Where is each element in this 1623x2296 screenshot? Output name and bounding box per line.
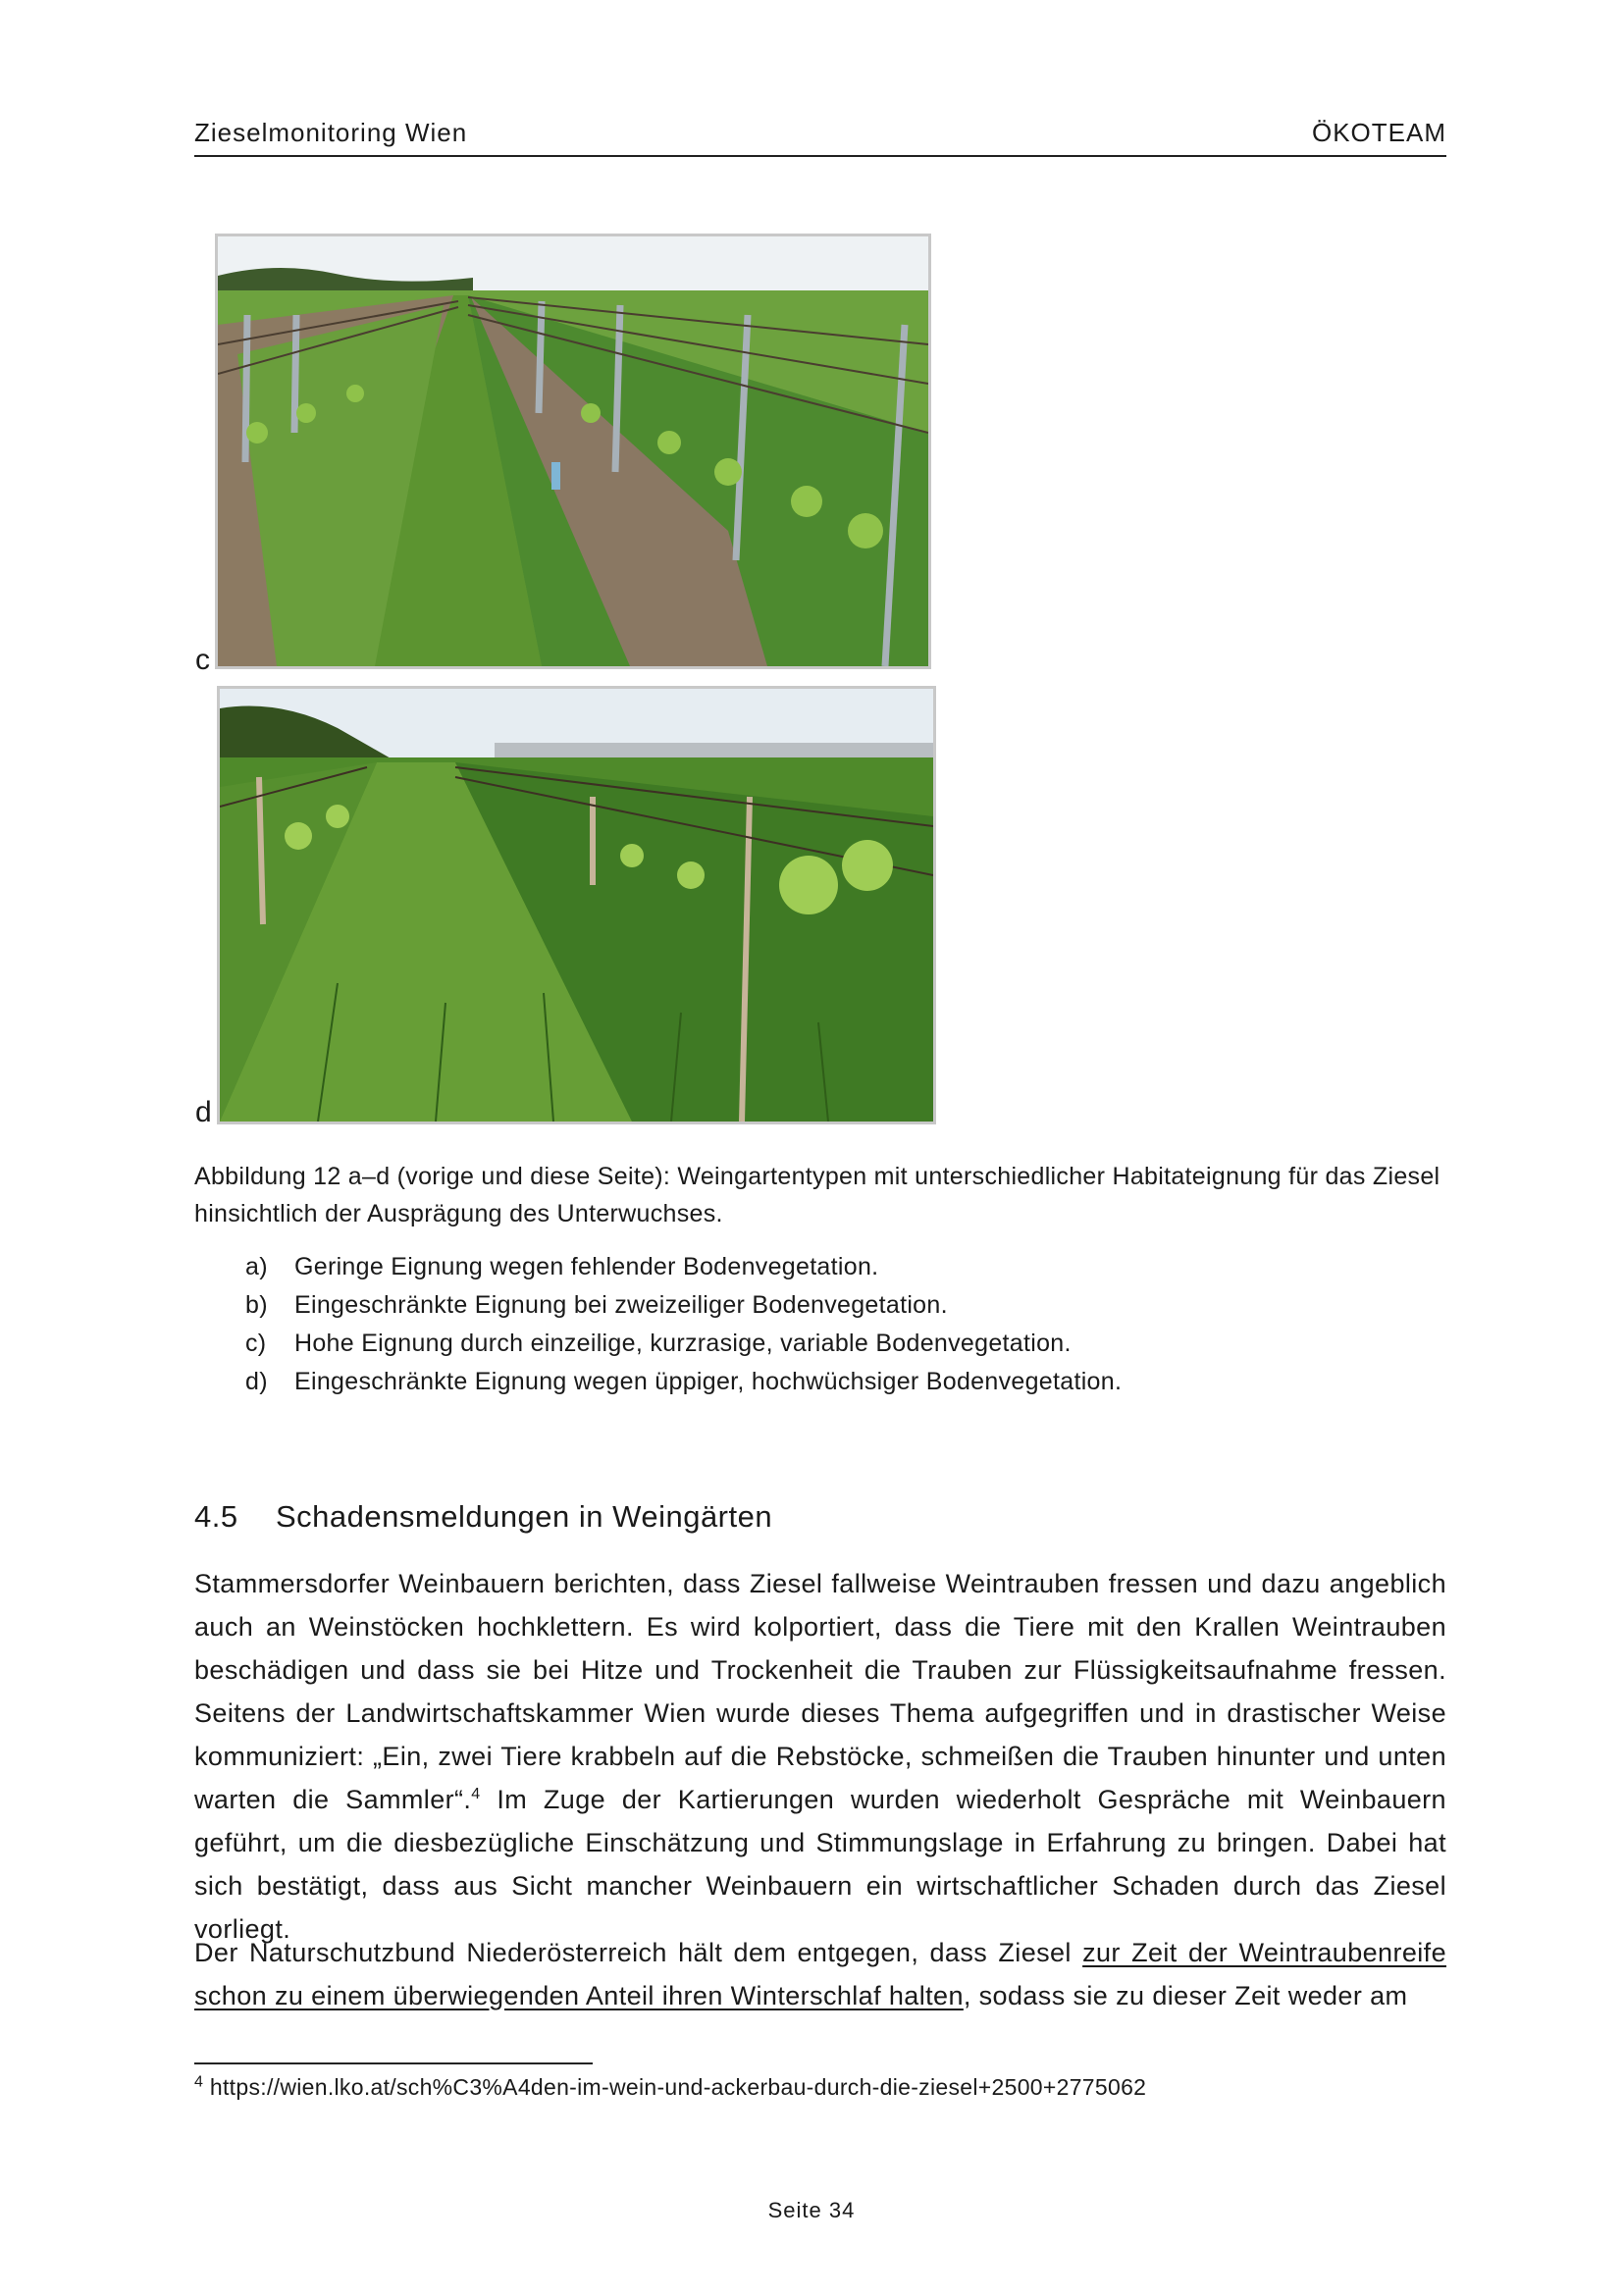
paragraph-text: Stammersdorfer Weinbauern berichten, dass Ziesel fallweise Weintrauben fressen und dazu angeblich auch an Weinstöcken hochklettern. Es wird kolportiert, dass die Tiere mit den Krallen Weintrauben beschädigen und dass sie bei Hitze und Trockenheit die Trauben zur Flüssigkeitsaufnahme fressen. Seitens der Landwirtschaftskammer Wien wurde dieses Thema aufgegriffen und in drastischer Weise kommuniziert: „Ein, zwei Tiere krabbeln auf die Rebstöcke, schmeißen die Trauben hinunter und unten warten die Sammler“.: [194, 1569, 1446, 1814]
caption-list: [245, 1248, 1423, 1401]
body-paragraph-2: [194, 1931, 1446, 2017]
vineyard-photo-c: [215, 234, 931, 669]
list-item: [245, 1325, 1423, 1363]
vineyard-image-c: [218, 236, 928, 666]
photo-label-d: d: [195, 1096, 212, 1128]
section-number: 4.5: [194, 1499, 238, 1534]
list-item: [245, 1286, 1423, 1325]
list-marker: a): [245, 1253, 268, 1280]
footnote-url[interactable]: https://wien.lko.at/sch%C3%A4den-im-wein-und-ackerbau-durch-die-ziesel+2500+2775062: [203, 2074, 1147, 2100]
list-text: Geringe Eignung wegen fehlender Bodenvegetation.: [294, 1253, 879, 1280]
list-text: Eingeschränkte Eignung wegen üppiger, hochwüchsiger Bodenvegetation.: [294, 1368, 1123, 1395]
paragraph-text: Im Zuge der Kartierungen wurden wiederholt Gespräche mit Weinbauern geführt, um die diesbezügliche Einschätzung und Stimmungslage in Erfahrung zu bringen. Dabei hat sich bestätigt, dass aus Sicht mancher Weinbauern ein wirtschaftlicher Schaden durch das Ziesel vorliegt.: [194, 1785, 1446, 1944]
underlined-text: zur Zeit der Weintraubenreife schon zu einem überwiegenden Anteil ihren Winterschlaf halten: [194, 1938, 1446, 2010]
list-marker: c): [245, 1330, 267, 1357]
section-title: Schadensmeldungen in Weingärten: [276, 1499, 773, 1534]
list-text: Hohe Eignung durch einzeilige, kurzrasige, variable Bodenvegetation.: [294, 1330, 1072, 1357]
list-marker: d): [245, 1368, 268, 1395]
vineyard-photo-d: [217, 686, 936, 1124]
footnote-separator: [194, 2062, 593, 2064]
header-org: ÖKOTEAM: [1311, 118, 1446, 147]
photo-label-c: c: [195, 644, 210, 676]
list-text: Eingeschränkte Eignung bei zweizeiliger Bodenvegetation.: [294, 1291, 948, 1319]
header-title: Zieselmonitoring Wien: [194, 118, 468, 147]
paragraph-text: , sodass sie zu dieser Zeit weder am: [963, 1981, 1408, 2010]
page-number: Seite 34: [767, 2198, 856, 2222]
footnote-ref[interactable]: 4: [471, 1786, 481, 1802]
body-paragraph-1: [194, 1562, 1446, 1951]
paragraph-text: Der Naturschutzbund Niederösterreich hält dem entgegen, dass Ziesel: [194, 1938, 1083, 1967]
list-item: [245, 1248, 1423, 1286]
list-marker: b): [245, 1291, 268, 1319]
footnote: [194, 2074, 1146, 2101]
section-heading: [194, 1499, 772, 1535]
figure-caption: Abbildung 12 a–d (vorige und diese Seite): Weingartentypen mit unterschiedlicher Habitateignung für das Ziesel hinsichtlich der Ausprägung des Unterwuchses.: [194, 1163, 1440, 1227]
vineyard-image-d: [220, 689, 933, 1122]
page-header: [194, 110, 1446, 157]
list-item: [245, 1363, 1423, 1401]
footnote-number: 4: [194, 2073, 204, 2091]
